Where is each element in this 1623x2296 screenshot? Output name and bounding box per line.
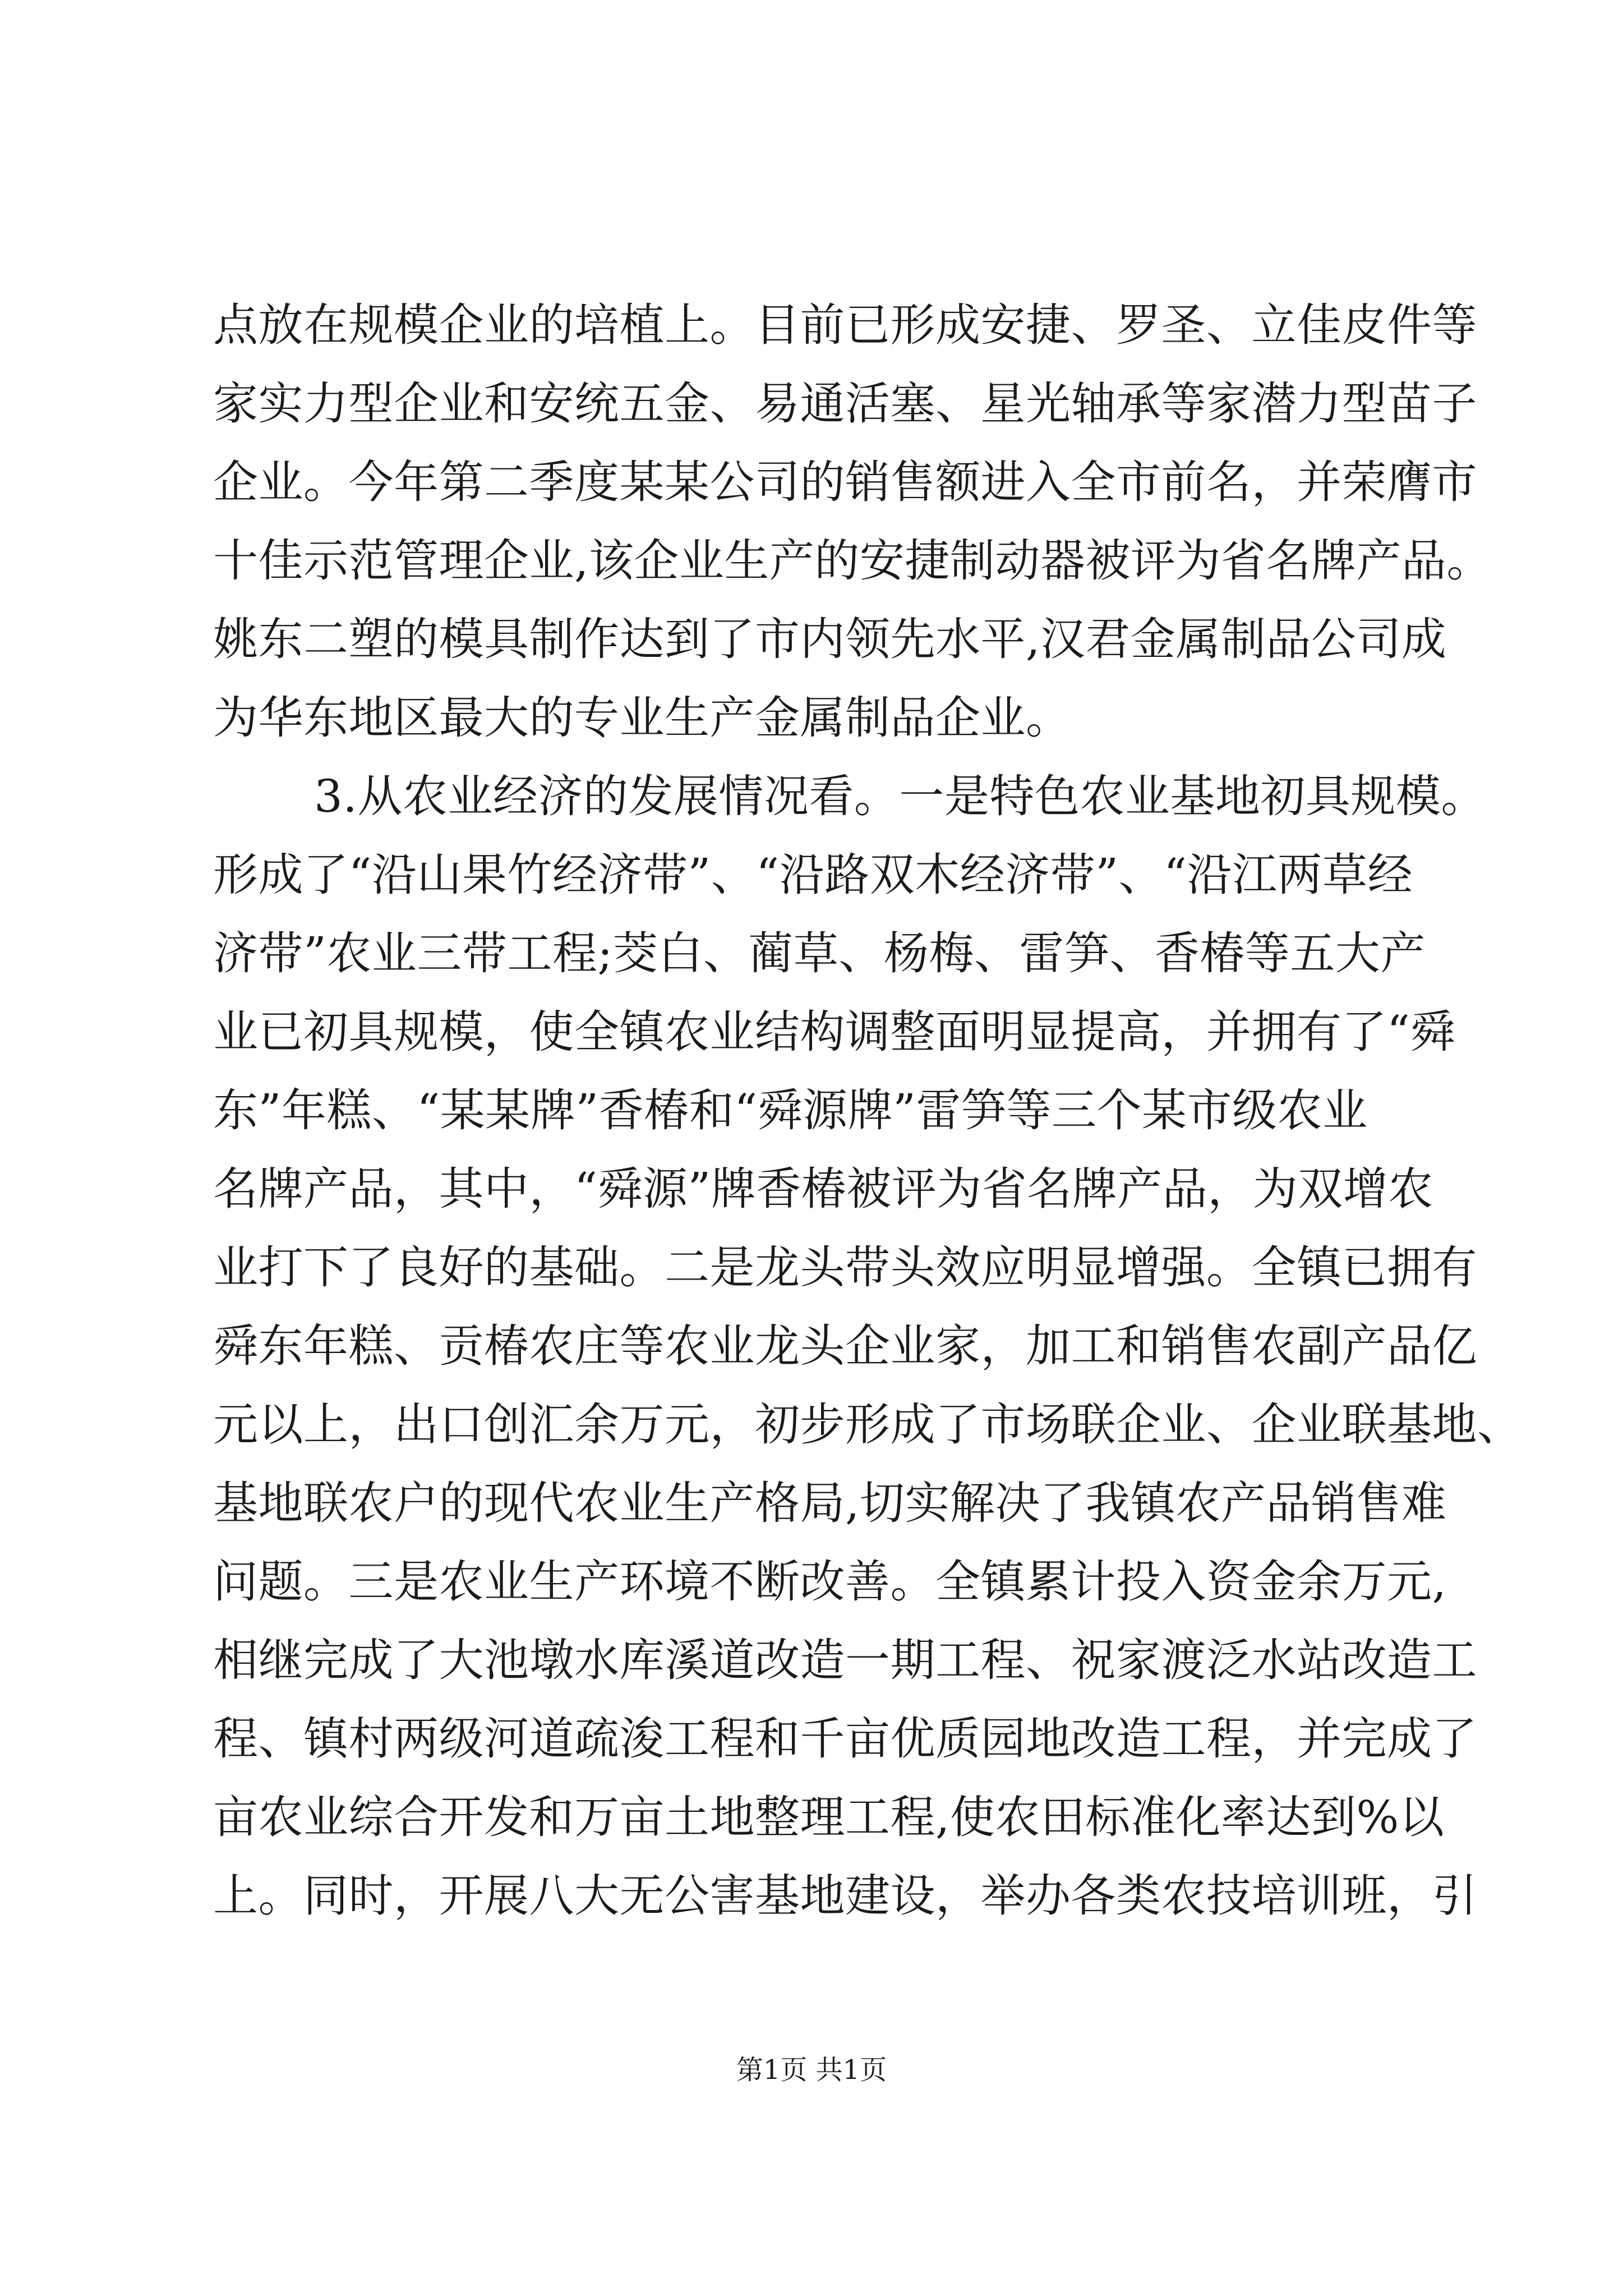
paragraph-line: 济带”农业三带工程;茭白、蔺草、杨梅、雷笋、香椿等五大产 xyxy=(213,927,1426,979)
paragraph-line: 家实力型企业和安统五金、易通活塞、星光轴承等家潜力型苗子 xyxy=(213,378,1477,430)
paragraph-line: 上。同时，开展八大无公害基地建设，举办各类农技培训班，引 xyxy=(213,1870,1477,1922)
section-heading-line: 3.从农业经济的发展情况看。一是特色农业基地初具规模。 xyxy=(314,770,1486,822)
paragraph-line: 亩农业综合开发和万亩土地整理工程,使农田标准化率达到%以 xyxy=(213,1791,1445,1843)
paragraph-line: 名牌产品，其中，“舜源”牌香椿被评为省名牌产品，为双增农 xyxy=(213,1163,1433,1215)
paragraph-line: 元以上，出口创汇余万元，初步形成了市场联企业、企业联基地、 xyxy=(213,1398,1523,1451)
page-footer: 第1页 共1页 xyxy=(736,2054,887,2086)
paragraph-line: 舜东年糕、贡椿农庄等农业龙头企业家，加工和销售农副产品亿 xyxy=(213,1320,1477,1372)
paragraph-line: 问题。三是农业生产环境不断改善。全镇累计投入资金余万元, xyxy=(213,1556,1447,1608)
paragraph-line: 相继完成了大池墩水库溪道改造一期工程、祝家渡泛水站改造工 xyxy=(213,1634,1477,1686)
paragraph-line: 程、镇村两级河道疏浚工程和千亩优质园地改造工程，并完成了 xyxy=(213,1713,1477,1765)
paragraph-line: 形成了“沿山果竹经济带”、“沿路双木经济带”、“沿江两草经 xyxy=(213,849,1413,901)
paragraph-line: 点放在规模企业的培植上。目前已形成安捷、罗圣、立佳皮件等 xyxy=(213,299,1477,351)
paragraph-line: 基地联农户的现代农业生产格局,切实解决了我镇农产品销售难 xyxy=(213,1477,1447,1529)
paragraph-line: 十佳示范管理企业,该企业生产的安捷制动器被评为省名牌产品。 xyxy=(213,535,1492,587)
paragraph-line: 业打下了良好的基础。二是龙头带头效应明显增强。全镇已拥有 xyxy=(213,1241,1477,1294)
paragraph-line: 企业。今年第二季度某某公司的销售额进入全市前名，并荣膺市 xyxy=(213,456,1477,508)
paragraph-line: 为华东地区最大的专业生产金属制品企业。 xyxy=(213,692,1071,744)
paragraph-line: 东”年糕、“某某牌”香椿和“舜源牌”雷笋等三个某市级农业 xyxy=(213,1084,1368,1137)
paragraph-line: 业已初具规模，使全镇农业结构调整面明显提高，并拥有了“舜 xyxy=(213,1006,1455,1058)
paragraph-line: 姚东二塑的模具制作达到了市内领先水平,汉君金属制品公司成 xyxy=(213,613,1447,665)
